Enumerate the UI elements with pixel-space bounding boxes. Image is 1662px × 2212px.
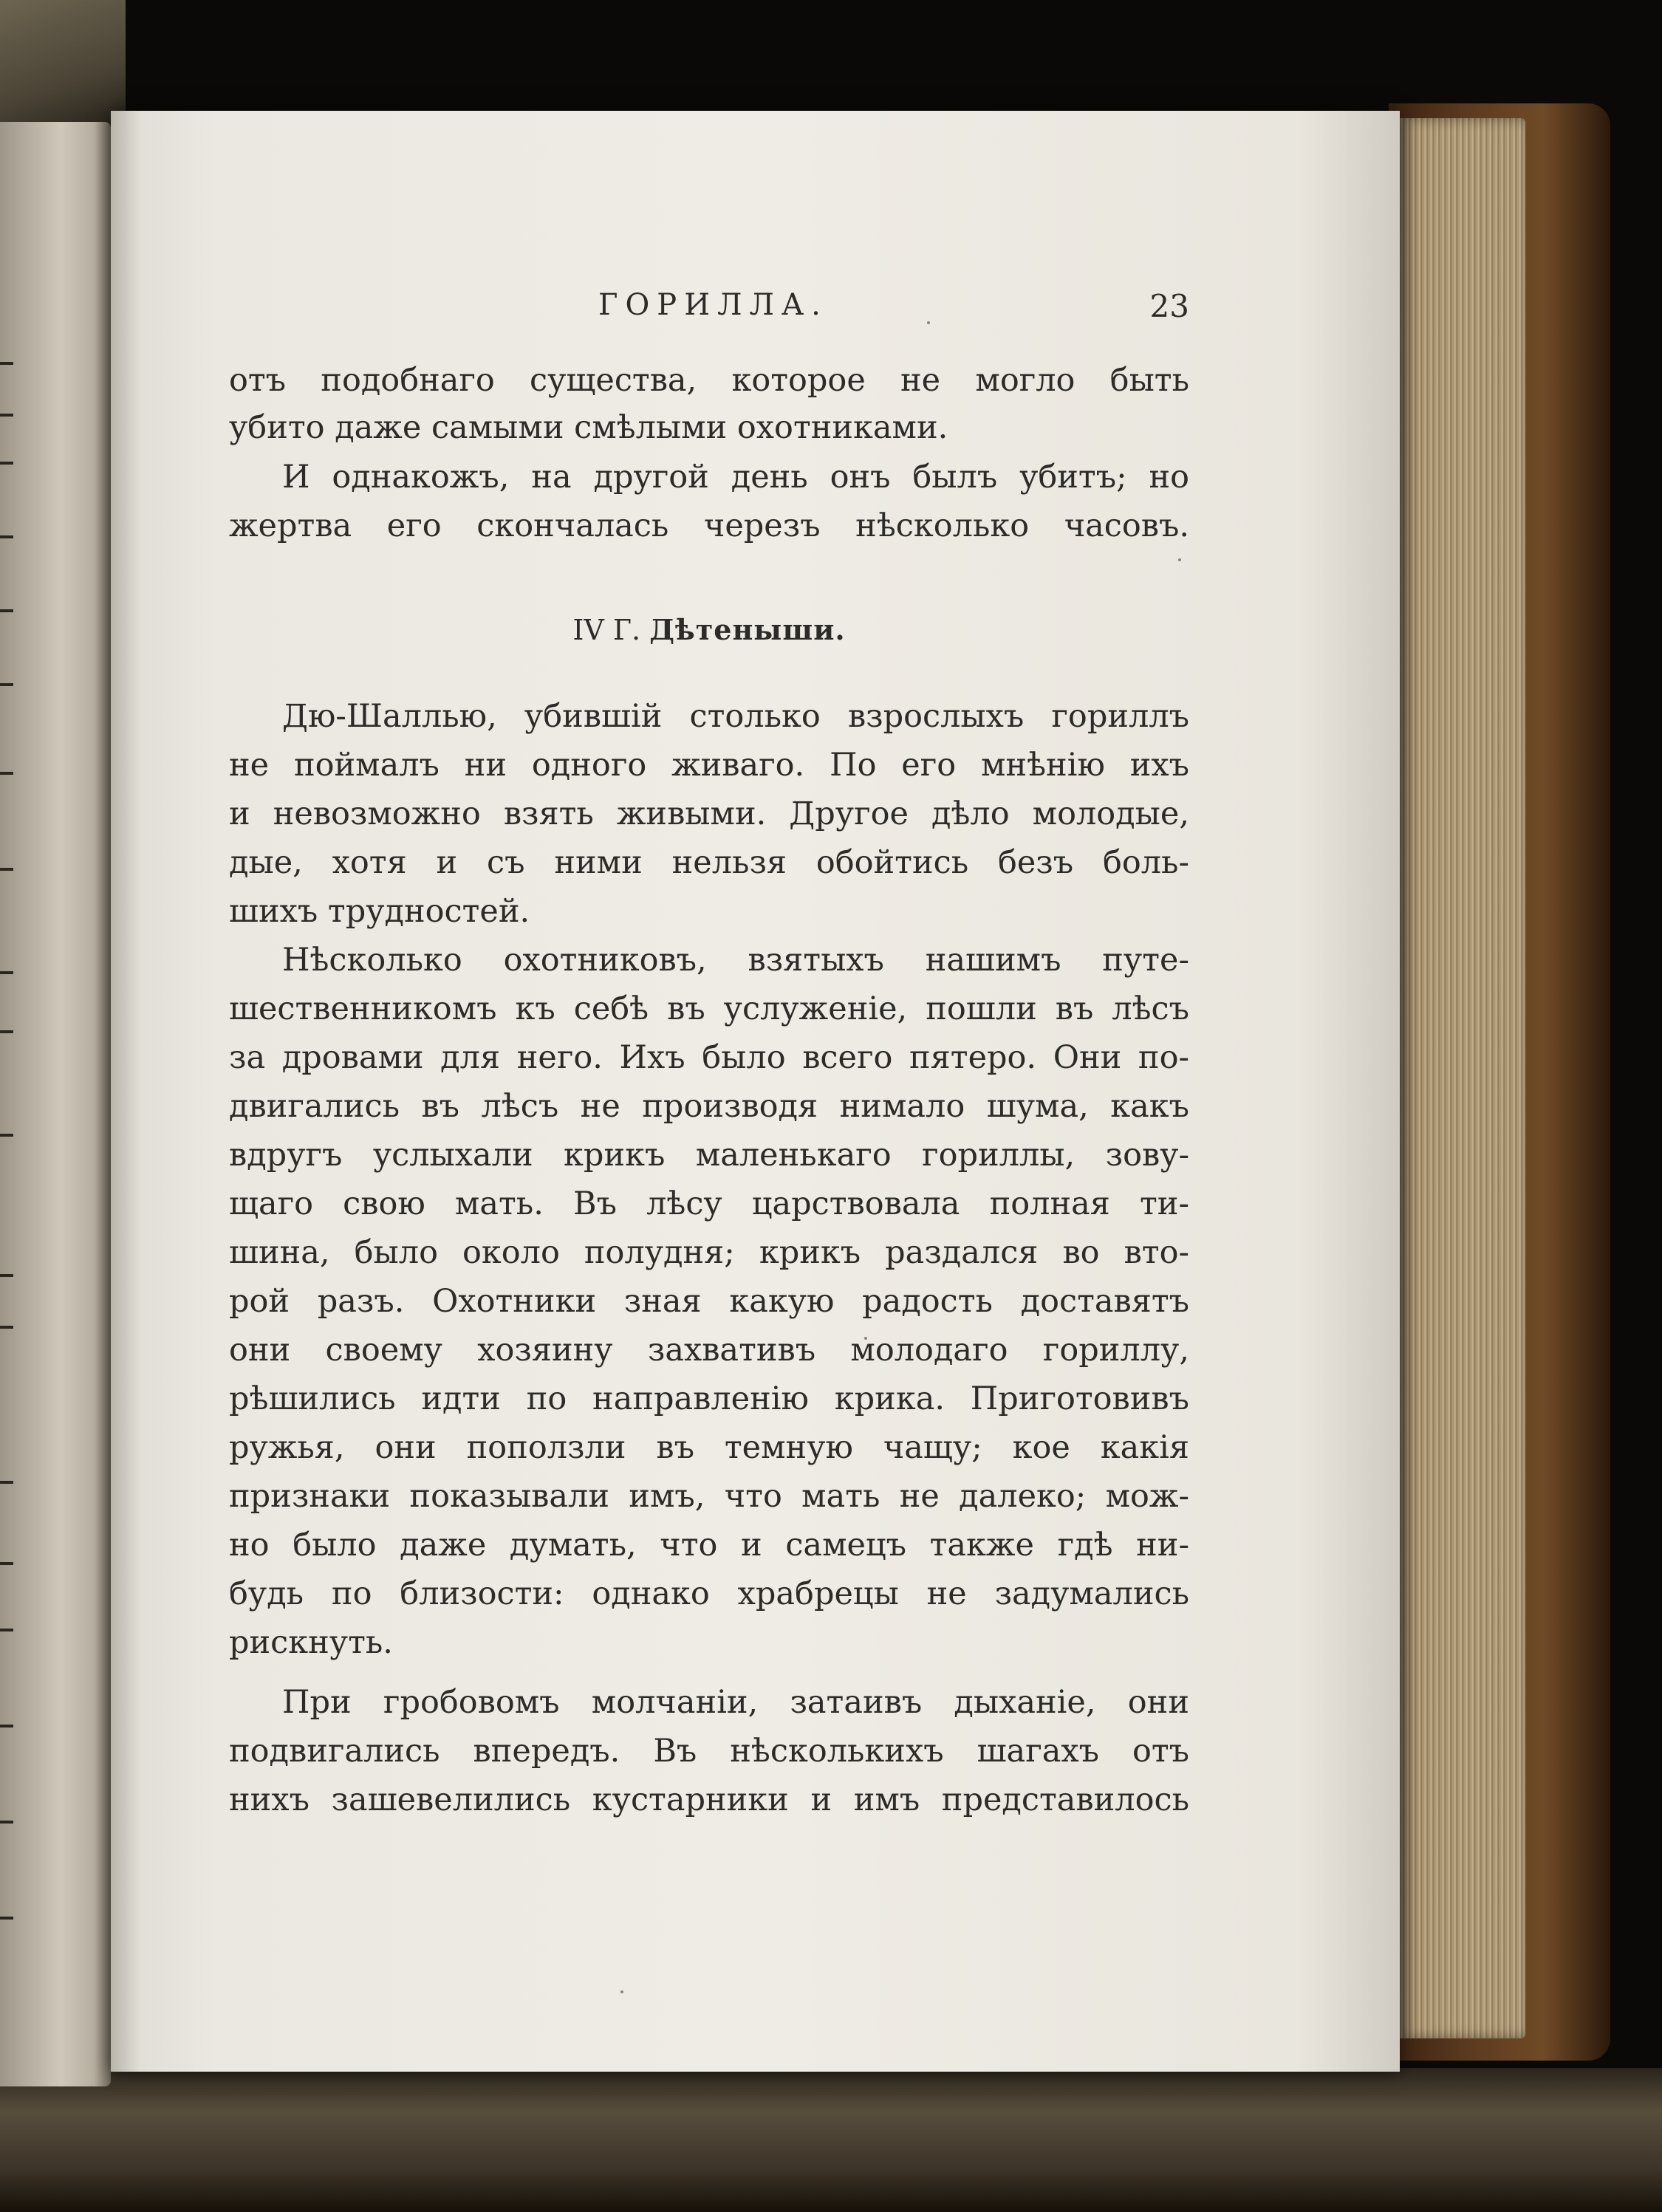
text-line: двигались въ лѣсъ не производя нимало шума, какъ	[229, 1088, 1189, 1125]
text-line: признаки показывали имъ, что мать не далеко; мож-	[229, 1478, 1189, 1515]
page-block-edges	[1400, 118, 1525, 2038]
text-line: будь по близости: однако храбрецы не задумались	[229, 1575, 1189, 1612]
text-line: но было даже думать, что и самецъ также гдѣ ни-	[229, 1527, 1189, 1564]
text-line: отъ подобнаго существа, которое не могло быть	[229, 362, 1189, 399]
text-line: убито даже самыми смѣлыми охотниками.	[229, 409, 948, 446]
text-line: шихъ трудностей.	[229, 893, 530, 930]
text-line: Дю-Шаллью, убившій столько взрослыхъ гориллъ	[282, 698, 1189, 735]
text-line: не поймалъ ни одного живаго. По его мнѣнію ихъ	[229, 747, 1189, 784]
running-head	[229, 288, 1189, 332]
text-line: за дровами для него. Ихъ было всего пятеро. Они по-	[229, 1039, 1189, 1076]
text-line: щаго свою мать. Въ лѣсу царствовала полная ти-	[229, 1185, 1189, 1222]
text-line: шина, было около полудня; крикъ раздался во вто-	[229, 1234, 1189, 1271]
previous-page-edge	[0, 122, 111, 2086]
section-title: Дѣтеныши.	[649, 613, 846, 646]
text-line: и невозможно взять живыми. Другое дѣло молодые,	[229, 795, 1189, 832]
text-line: ружья, они поползли въ темную чащу; кое какія	[229, 1429, 1189, 1466]
text-line: рой разъ. Охотники зная какую радость доставятъ	[229, 1283, 1189, 1320]
text-line: дые, хотя и съ ними нельзя обойтись безъ боль-	[229, 844, 1189, 881]
text-line: рѣшились идти по направленію крика. Приготовивъ	[229, 1380, 1189, 1417]
text-line: Нѣсколько охотниковъ, взятыхъ нашимъ путе-	[282, 942, 1189, 979]
text-line: При гробовомъ молчаніи, затаивъ дыханіе, они	[282, 1684, 1189, 1721]
text-line: шественникомъ къ себѣ въ услуженіе, пошли въ лѣсъ	[229, 990, 1189, 1027]
text-line: подвигались впередъ. Въ нѣсколькихъ шагахъ отъ	[229, 1733, 1189, 1770]
text-line: вдругъ услыхали крикъ маленькаго гориллы, зову-	[229, 1137, 1189, 1174]
section-number: IV Г.	[572, 614, 641, 646]
text-line: И однакожъ, на другой день онъ былъ убитъ; но	[282, 459, 1189, 496]
running-title: ГОРИЛЛА.	[598, 288, 828, 322]
text-line: они своему хозяину захвативъ молодаго гориллу,	[229, 1332, 1189, 1369]
cloth-cover-bottom	[0, 2068, 1662, 2212]
text-line: жертва его скончалась черезъ нѣсколько часовъ.	[229, 507, 1189, 544]
page-number: 23	[1149, 288, 1189, 324]
text-line: нихъ зашевелились кустарники и имъ представилось	[229, 1781, 1189, 1818]
text-line: рискнуть.	[229, 1624, 393, 1661]
